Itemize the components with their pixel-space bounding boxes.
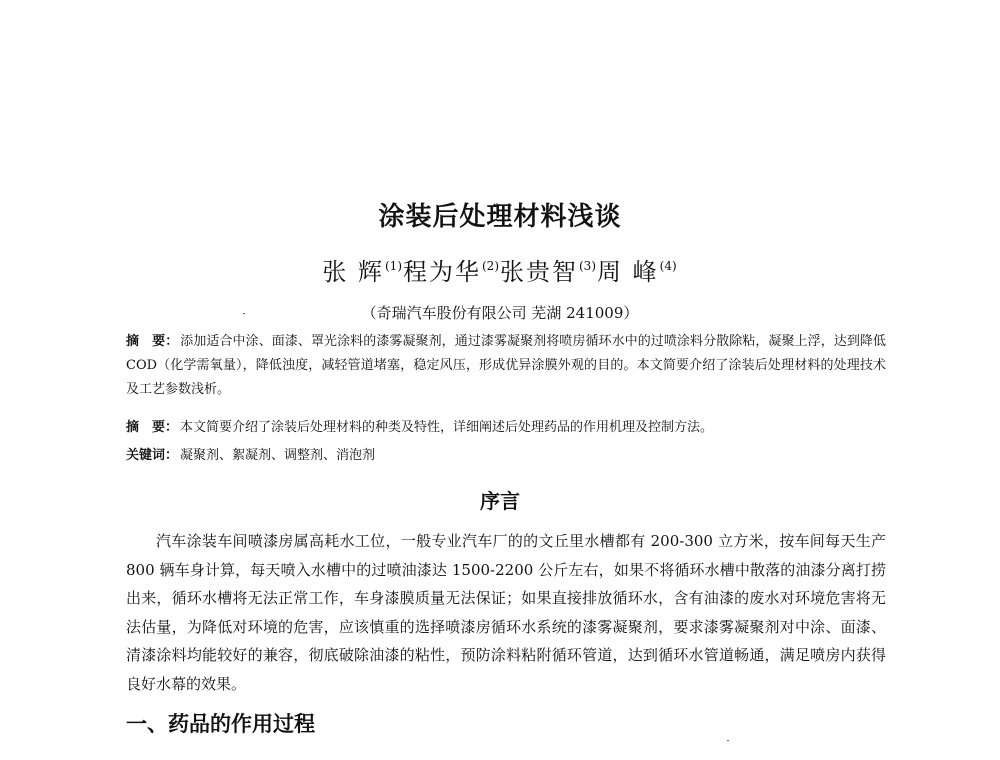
- author-list: [0, 252, 1000, 287]
- author-affiliation-mark: (2): [482, 259, 499, 273]
- abstract-label: 摘 要：: [126, 334, 179, 349]
- author-affiliation-mark: (1): [385, 259, 402, 273]
- abstract-text: 添加适合中涂、面漆、罩光涂料的漆雾凝聚剂，通过漆雾凝聚剂将喷房循环水中的过喷涂料分散除粘，凝聚上浮，达到降低 COD（化学需氧量），降低浊度，减轻管道堵塞，稳定风压，形成优异涂膜外观的目的。本文简要介绍了涂装后处理材料的处理技术及工艺参数浅析。: [126, 334, 886, 397]
- scan-speck: [727, 740, 729, 741]
- section-heading: 一、药品的作用过程: [126, 712, 315, 736]
- affiliation: （奇瑞汽车股份有限公司 芜湖 241009）: [361, 304, 639, 322]
- abstract-paragraph-2: [126, 416, 886, 440]
- author-name: 张 辉: [322, 258, 384, 286]
- preface-heading: 序言: [480, 489, 520, 513]
- keywords-label: 关键词：: [126, 448, 179, 463]
- preface-paragraph: 汽车涂装车间喷漆房属高耗水工位，一般专业汽车厂的的文丘里水槽都有 200-300 立方米，按车间每天生产 800 辆车身计算，每天喷入水槽中的过喷油漆达 1500-2200 公斤左右，如果不将循环水槽中散落的油漆分离打捞出来，循环水槽将无法正常工作，车身漆膜质量无法保证；如果直接排放循环水，含有油漆的废水对环境危害将无法估量，为降低对环境的危害，应该慎重的选择喷漆房循环水系统的漆雾凝聚剂，要求漆雾凝聚剂对中涂、面漆、清漆涂料均能较好的兼容，彻底破除油漆的粘性，预防涂料粘附循环管道，达到循环水管道畅通，满足喷房内获得良好水幕的效果。: [126, 532, 886, 693]
- author-name: 程为华: [403, 258, 481, 286]
- paper-title: 涂装后处理材料浅谈: [378, 202, 622, 232]
- keywords-paragraph: [126, 444, 886, 468]
- abstract-paragraph: [126, 330, 886, 402]
- abstract-label: 摘 要：: [126, 420, 179, 435]
- author-name: 周 峰: [597, 258, 659, 286]
- author-name: 张贵智: [500, 258, 578, 286]
- author-affiliation-mark: (4): [659, 259, 677, 273]
- keywords-text: 凝聚剂、絮凝剂、调整剂、消泡剂: [180, 448, 376, 463]
- scan-speck: [243, 313, 245, 314]
- abstract-text: 本文简要介绍了涂装后处理材料的种类及特性，详细阐述后处理药品的作用机理及控制方法。: [180, 420, 714, 435]
- author-affiliation-mark: (3): [579, 259, 596, 273]
